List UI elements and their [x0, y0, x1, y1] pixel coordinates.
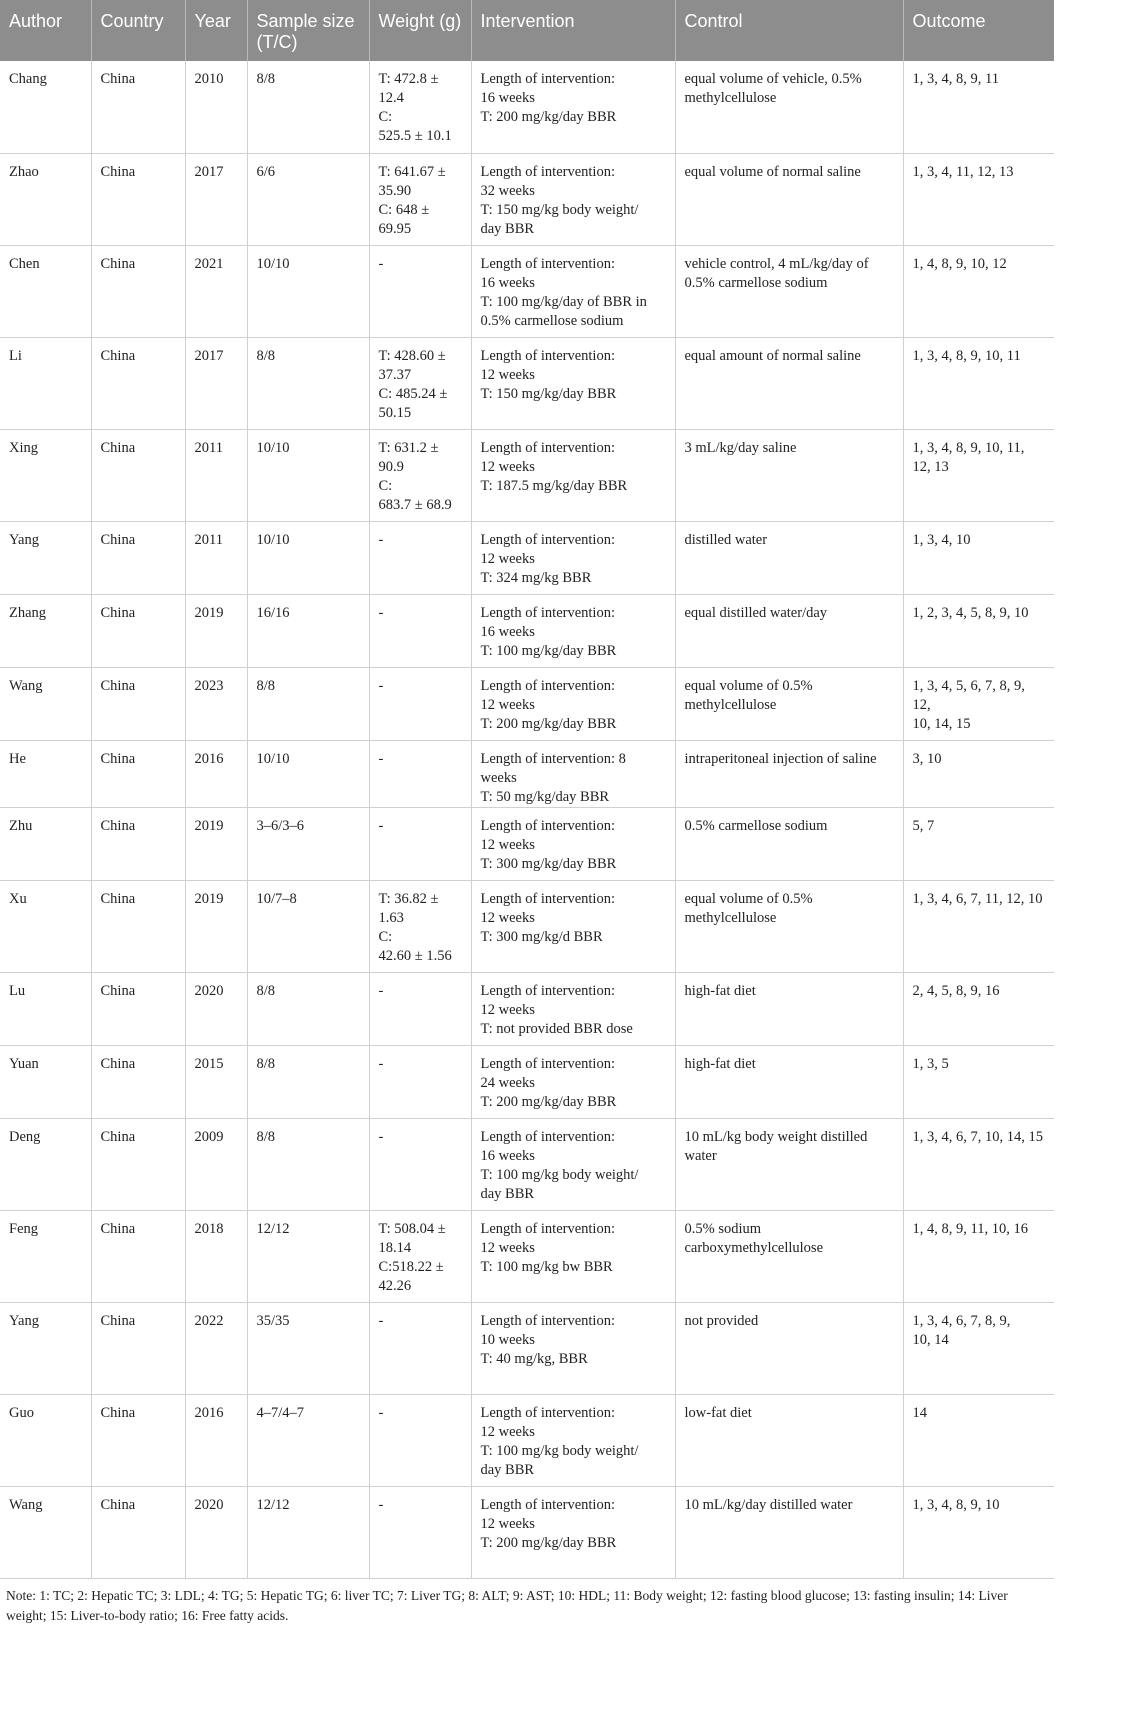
intervention-cell: Length of intervention: 12 weeks T: 300 mg/kg/day BBR	[471, 807, 675, 880]
intervention-cell: Length of intervention: 16 weeks T: 100 mg/kg/day of BBR in 0.5% carmellose sodium	[471, 245, 675, 337]
header-country: Country	[91, 0, 185, 61]
control-cell: 10 mL/kg/day distilled water	[675, 1486, 903, 1578]
table-header-row	[0, 0, 1054, 61]
sample-size-cell: 8/8	[247, 972, 369, 1045]
author-cell: Guo	[0, 1394, 91, 1486]
weight-cell: -	[369, 972, 471, 1045]
author-cell: Chen	[0, 245, 91, 337]
outcome-cell: 1, 3, 4, 6, 7, 11, 12, 10	[903, 880, 1054, 972]
table-row	[0, 61, 1054, 153]
outcome-cell: 1, 3, 4, 6, 7, 10, 14, 15	[903, 1118, 1054, 1210]
country-cell: China	[91, 807, 185, 880]
author-cell: Chang	[0, 61, 91, 153]
outcome-cell: 1, 3, 4, 8, 9, 10, 11, 12, 13	[903, 429, 1054, 521]
sample-size-cell: 8/8	[247, 1045, 369, 1118]
control-cell: equal volume of vehicle, 0.5% methylcellulose	[675, 61, 903, 153]
control-cell: equal volume of 0.5% methylcellulose	[675, 667, 903, 740]
weight-cell: -	[369, 667, 471, 740]
sample-size-cell: 8/8	[247, 667, 369, 740]
intervention-cell: Length of intervention: 16 weeks T: 100 mg/kg/day BBR	[471, 594, 675, 667]
header-sample-size: Sample size (T/C)	[247, 0, 369, 61]
year-cell: 2019	[185, 880, 247, 972]
sample-size-cell: 10/10	[247, 429, 369, 521]
outcome-cell: 1, 4, 8, 9, 10, 12	[903, 245, 1054, 337]
table-row	[0, 740, 1054, 807]
control-cell: 10 mL/kg body weight distilled water	[675, 1118, 903, 1210]
table-row	[0, 1394, 1054, 1486]
sample-size-cell: 6/6	[247, 153, 369, 245]
table-row	[0, 594, 1054, 667]
intervention-cell: Length of intervention: 16 weeks T: 100 mg/kg body weight/ day BBR	[471, 1118, 675, 1210]
year-cell: 2011	[185, 429, 247, 521]
year-cell: 2016	[185, 1394, 247, 1486]
outcome-cell: 14	[903, 1394, 1054, 1486]
author-cell: Zhu	[0, 807, 91, 880]
author-cell: Yang	[0, 1302, 91, 1394]
header-year: Year	[185, 0, 247, 61]
country-cell: China	[91, 337, 185, 429]
intervention-cell: Length of intervention: 12 weeks T: 100 mg/kg body weight/ day BBR	[471, 1394, 675, 1486]
country-cell: China	[91, 880, 185, 972]
sample-size-cell: 10/10	[247, 521, 369, 594]
table-row	[0, 337, 1054, 429]
year-cell: 2017	[185, 153, 247, 245]
year-cell: 2020	[185, 1486, 247, 1578]
sample-size-cell: 10/10	[247, 740, 369, 807]
sample-size-cell: 8/8	[247, 337, 369, 429]
country-cell: China	[91, 1394, 185, 1486]
control-cell: 0.5% carmellose sodium	[675, 807, 903, 880]
country-cell: China	[91, 1118, 185, 1210]
sample-size-cell: 35/35	[247, 1302, 369, 1394]
intervention-cell: Length of intervention: 12 weeks T: 200 mg/kg/day BBR	[471, 1486, 675, 1578]
control-cell: not provided	[675, 1302, 903, 1394]
year-cell: 2011	[185, 521, 247, 594]
country-cell: China	[91, 972, 185, 1045]
control-cell: equal volume of 0.5% methylcellulose	[675, 880, 903, 972]
country-cell: China	[91, 245, 185, 337]
author-cell: Lu	[0, 972, 91, 1045]
outcome-cell: 1, 3, 4, 11, 12, 13	[903, 153, 1054, 245]
intervention-cell: Length of intervention: 12 weeks T: not provided BBR dose	[471, 972, 675, 1045]
outcome-cell: 3, 10	[903, 740, 1054, 807]
weight-cell: T: 631.2 ± 90.9 C: 683.7 ± 68.9	[369, 429, 471, 521]
country-cell: China	[91, 429, 185, 521]
control-cell: equal distilled water/day	[675, 594, 903, 667]
table-row	[0, 880, 1054, 972]
weight-cell: T: 641.67 ± 35.90 C: 648 ± 69.95	[369, 153, 471, 245]
weight-cell: -	[369, 1118, 471, 1210]
weight-cell: -	[369, 245, 471, 337]
author-cell: He	[0, 740, 91, 807]
weight-cell: -	[369, 807, 471, 880]
table-row	[0, 429, 1054, 521]
year-cell: 2021	[185, 245, 247, 337]
outcome-cell: 1, 3, 4, 6, 7, 8, 9, 10, 14	[903, 1302, 1054, 1394]
country-cell: China	[91, 521, 185, 594]
country-cell: China	[91, 1302, 185, 1394]
year-cell: 2010	[185, 61, 247, 153]
outcome-cell: 2, 4, 5, 8, 9, 16	[903, 972, 1054, 1045]
intervention-cell: Length of intervention: 12 weeks T: 324 mg/kg BBR	[471, 521, 675, 594]
outcome-cell: 1, 3, 4, 10	[903, 521, 1054, 594]
country-cell: China	[91, 594, 185, 667]
sample-size-cell: 8/8	[247, 61, 369, 153]
year-cell: 2009	[185, 1118, 247, 1210]
intervention-cell: Length of intervention: 32 weeks T: 150 mg/kg body weight/ day BBR	[471, 153, 675, 245]
outcome-cell: 5, 7	[903, 807, 1054, 880]
country-cell: China	[91, 61, 185, 153]
control-cell: low-fat diet	[675, 1394, 903, 1486]
country-cell: China	[91, 1486, 185, 1578]
weight-cell: -	[369, 521, 471, 594]
sample-size-cell: 10/7–8	[247, 880, 369, 972]
table-row	[0, 1486, 1054, 1578]
table-row	[0, 1118, 1054, 1210]
header-weight: Weight (g)	[369, 0, 471, 61]
header-intervention: Intervention	[471, 0, 675, 61]
country-cell: China	[91, 1210, 185, 1302]
author-cell: Wang	[0, 1486, 91, 1578]
sample-size-cell: 16/16	[247, 594, 369, 667]
intervention-cell: Length of intervention: 8 weeks T: 50 mg/kg/day BBR	[471, 740, 675, 807]
intervention-cell: Length of intervention: 12 weeks T: 150 mg/kg/day BBR	[471, 337, 675, 429]
weight-cell: -	[369, 594, 471, 667]
year-cell: 2016	[185, 740, 247, 807]
country-cell: China	[91, 667, 185, 740]
sample-size-cell: 3–6/3–6	[247, 807, 369, 880]
author-cell: Deng	[0, 1118, 91, 1210]
table-row	[0, 972, 1054, 1045]
intervention-cell: Length of intervention: 24 weeks T: 200 mg/kg/day BBR	[471, 1045, 675, 1118]
weight-cell: T: 36.82 ± 1.63 C: 42.60 ± 1.56	[369, 880, 471, 972]
year-cell: 2017	[185, 337, 247, 429]
outcome-cell: 1, 4, 8, 9, 11, 10, 16	[903, 1210, 1054, 1302]
author-cell: Xing	[0, 429, 91, 521]
outcome-cell: 1, 3, 4, 8, 9, 10, 11	[903, 337, 1054, 429]
table-row	[0, 1045, 1054, 1118]
year-cell: 2019	[185, 807, 247, 880]
year-cell: 2023	[185, 667, 247, 740]
weight-cell: -	[369, 1045, 471, 1118]
sample-size-cell: 12/12	[247, 1210, 369, 1302]
author-cell: Feng	[0, 1210, 91, 1302]
intervention-cell: Length of intervention: 12 weeks T: 300 mg/kg/d BBR	[471, 880, 675, 972]
table-row	[0, 521, 1054, 594]
author-cell: Li	[0, 337, 91, 429]
outcome-cell: 1, 3, 5	[903, 1045, 1054, 1118]
weight-cell: -	[369, 1394, 471, 1486]
table-row	[0, 807, 1054, 880]
country-cell: China	[91, 740, 185, 807]
year-cell: 2020	[185, 972, 247, 1045]
intervention-cell: Length of intervention: 12 weeks T: 187.5 mg/kg/day BBR	[471, 429, 675, 521]
author-cell: Xu	[0, 880, 91, 972]
intervention-cell: Length of intervention: 12 weeks T: 100 mg/kg bw BBR	[471, 1210, 675, 1302]
author-cell: Yuan	[0, 1045, 91, 1118]
author-cell: Yang	[0, 521, 91, 594]
weight-cell: T: 428.60 ± 37.37 C: 485.24 ± 50.15	[369, 337, 471, 429]
author-cell: Wang	[0, 667, 91, 740]
country-cell: China	[91, 1045, 185, 1118]
control-cell: intraperitoneal injection of saline	[675, 740, 903, 807]
sample-size-cell: 4–7/4–7	[247, 1394, 369, 1486]
control-cell: equal amount of normal saline	[675, 337, 903, 429]
table-row	[0, 245, 1054, 337]
weight-cell: -	[369, 1302, 471, 1394]
author-cell: Zhang	[0, 594, 91, 667]
intervention-cell: Length of intervention: 12 weeks T: 200 mg/kg/day BBR	[471, 667, 675, 740]
control-cell: high-fat diet	[675, 972, 903, 1045]
table-row	[0, 153, 1054, 245]
control-cell: vehicle control, 4 mL/kg/day of 0.5% carmellose sodium	[675, 245, 903, 337]
intervention-cell: Length of intervention: 10 weeks T: 40 mg/kg, BBR	[471, 1302, 675, 1394]
year-cell: 2015	[185, 1045, 247, 1118]
control-cell: equal volume of normal saline	[675, 153, 903, 245]
intervention-cell: Length of intervention: 16 weeks T: 200 mg/kg/day BBR	[471, 61, 675, 153]
header-outcome: Outcome	[903, 0, 1054, 61]
outcome-cell: 1, 3, 4, 8, 9, 10	[903, 1486, 1054, 1578]
sample-size-cell: 12/12	[247, 1486, 369, 1578]
outcome-cell: 1, 2, 3, 4, 5, 8, 9, 10	[903, 594, 1054, 667]
table-row	[0, 1210, 1054, 1302]
table-body	[0, 61, 1054, 1578]
author-cell: Zhao	[0, 153, 91, 245]
header-control: Control	[675, 0, 903, 61]
country-cell: China	[91, 153, 185, 245]
table-row	[0, 1302, 1054, 1394]
weight-cell: -	[369, 740, 471, 807]
weight-cell: T: 508.04 ± 18.14 C:518.22 ± 42.26	[369, 1210, 471, 1302]
outcome-cell: 1, 3, 4, 5, 6, 7, 8, 9, 12, 10, 14, 15	[903, 667, 1054, 740]
header-author: Author	[0, 0, 91, 61]
year-cell: 2018	[185, 1210, 247, 1302]
control-cell: distilled water	[675, 521, 903, 594]
year-cell: 2019	[185, 594, 247, 667]
table-row	[0, 667, 1054, 740]
weight-cell: -	[369, 1486, 471, 1578]
sample-size-cell: 8/8	[247, 1118, 369, 1210]
weight-cell: T: 472.8 ± 12.4 C: 525.5 ± 10.1	[369, 61, 471, 153]
control-cell: 3 mL/kg/day saline	[675, 429, 903, 521]
control-cell: 0.5% sodium carboxymethylcellulose	[675, 1210, 903, 1302]
year-cell: 2022	[185, 1302, 247, 1394]
outcome-cell: 1, 3, 4, 8, 9, 11	[903, 61, 1054, 153]
sample-size-cell: 10/10	[247, 245, 369, 337]
control-cell: high-fat diet	[675, 1045, 903, 1118]
table-note: Note: 1: TC; 2: Hepatic TC; 3: LDL; 4: TG; 5: Hepatic TG; 6: liver TC; 7: Liver TG; 8: ALT; 9: AST; 10: HDL; 11: Body weight; 12: fasting blood glucose; 13: fasting insulin; 14: Liver weight; 15: Liver-to-body ratio; 16: Free fatty acids.	[6, 1587, 1008, 1623]
